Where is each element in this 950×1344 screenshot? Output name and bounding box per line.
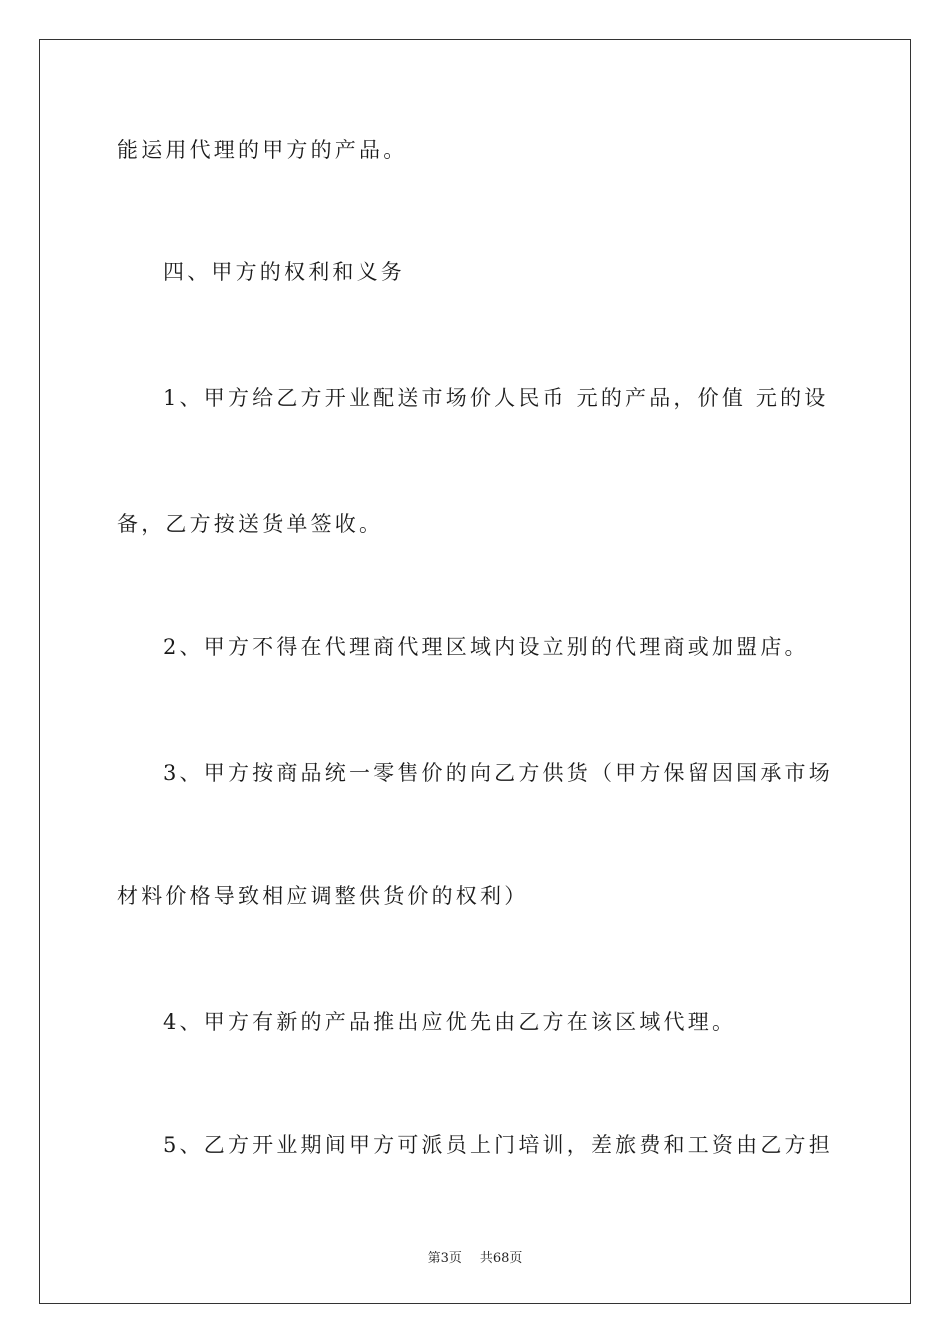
clause-1-line-2: 备，乙方按送货单签收。 <box>117 512 384 536</box>
clause-5-line-1: 5、乙方开业期间甲方可派员上门培训，差旅费和工资由乙方担 <box>163 1133 833 1157</box>
clause-4: 4、甲方有新的产品推出应优先由乙方在该区域代理。 <box>163 1010 737 1034</box>
clause-3-line-2: 材料价格导致相应调整供货价的权利） <box>117 884 529 908</box>
clause-2: 2、甲方不得在代理商代理区域内设立别的代理商或加盟店。 <box>163 635 809 659</box>
clause-1-line-1: 1、甲方给乙方开业配送市场价人民币 元的产品，价值 元的设 <box>163 386 829 410</box>
page-number: 第3页 <box>427 1251 462 1266</box>
page-total: 共68页 <box>479 1251 523 1266</box>
text-line-1: 能运用代理的甲方的产品。 <box>117 138 408 162</box>
section-heading-rights-obligations: 四、甲方的权利和义务 <box>163 260 405 284</box>
page-border <box>39 39 911 1304</box>
page-footer <box>0 1247 950 1266</box>
clause-3-line-1: 3、甲方按商品统一零售价的向乙方供货（甲方保留因国承市场 <box>163 761 833 785</box>
